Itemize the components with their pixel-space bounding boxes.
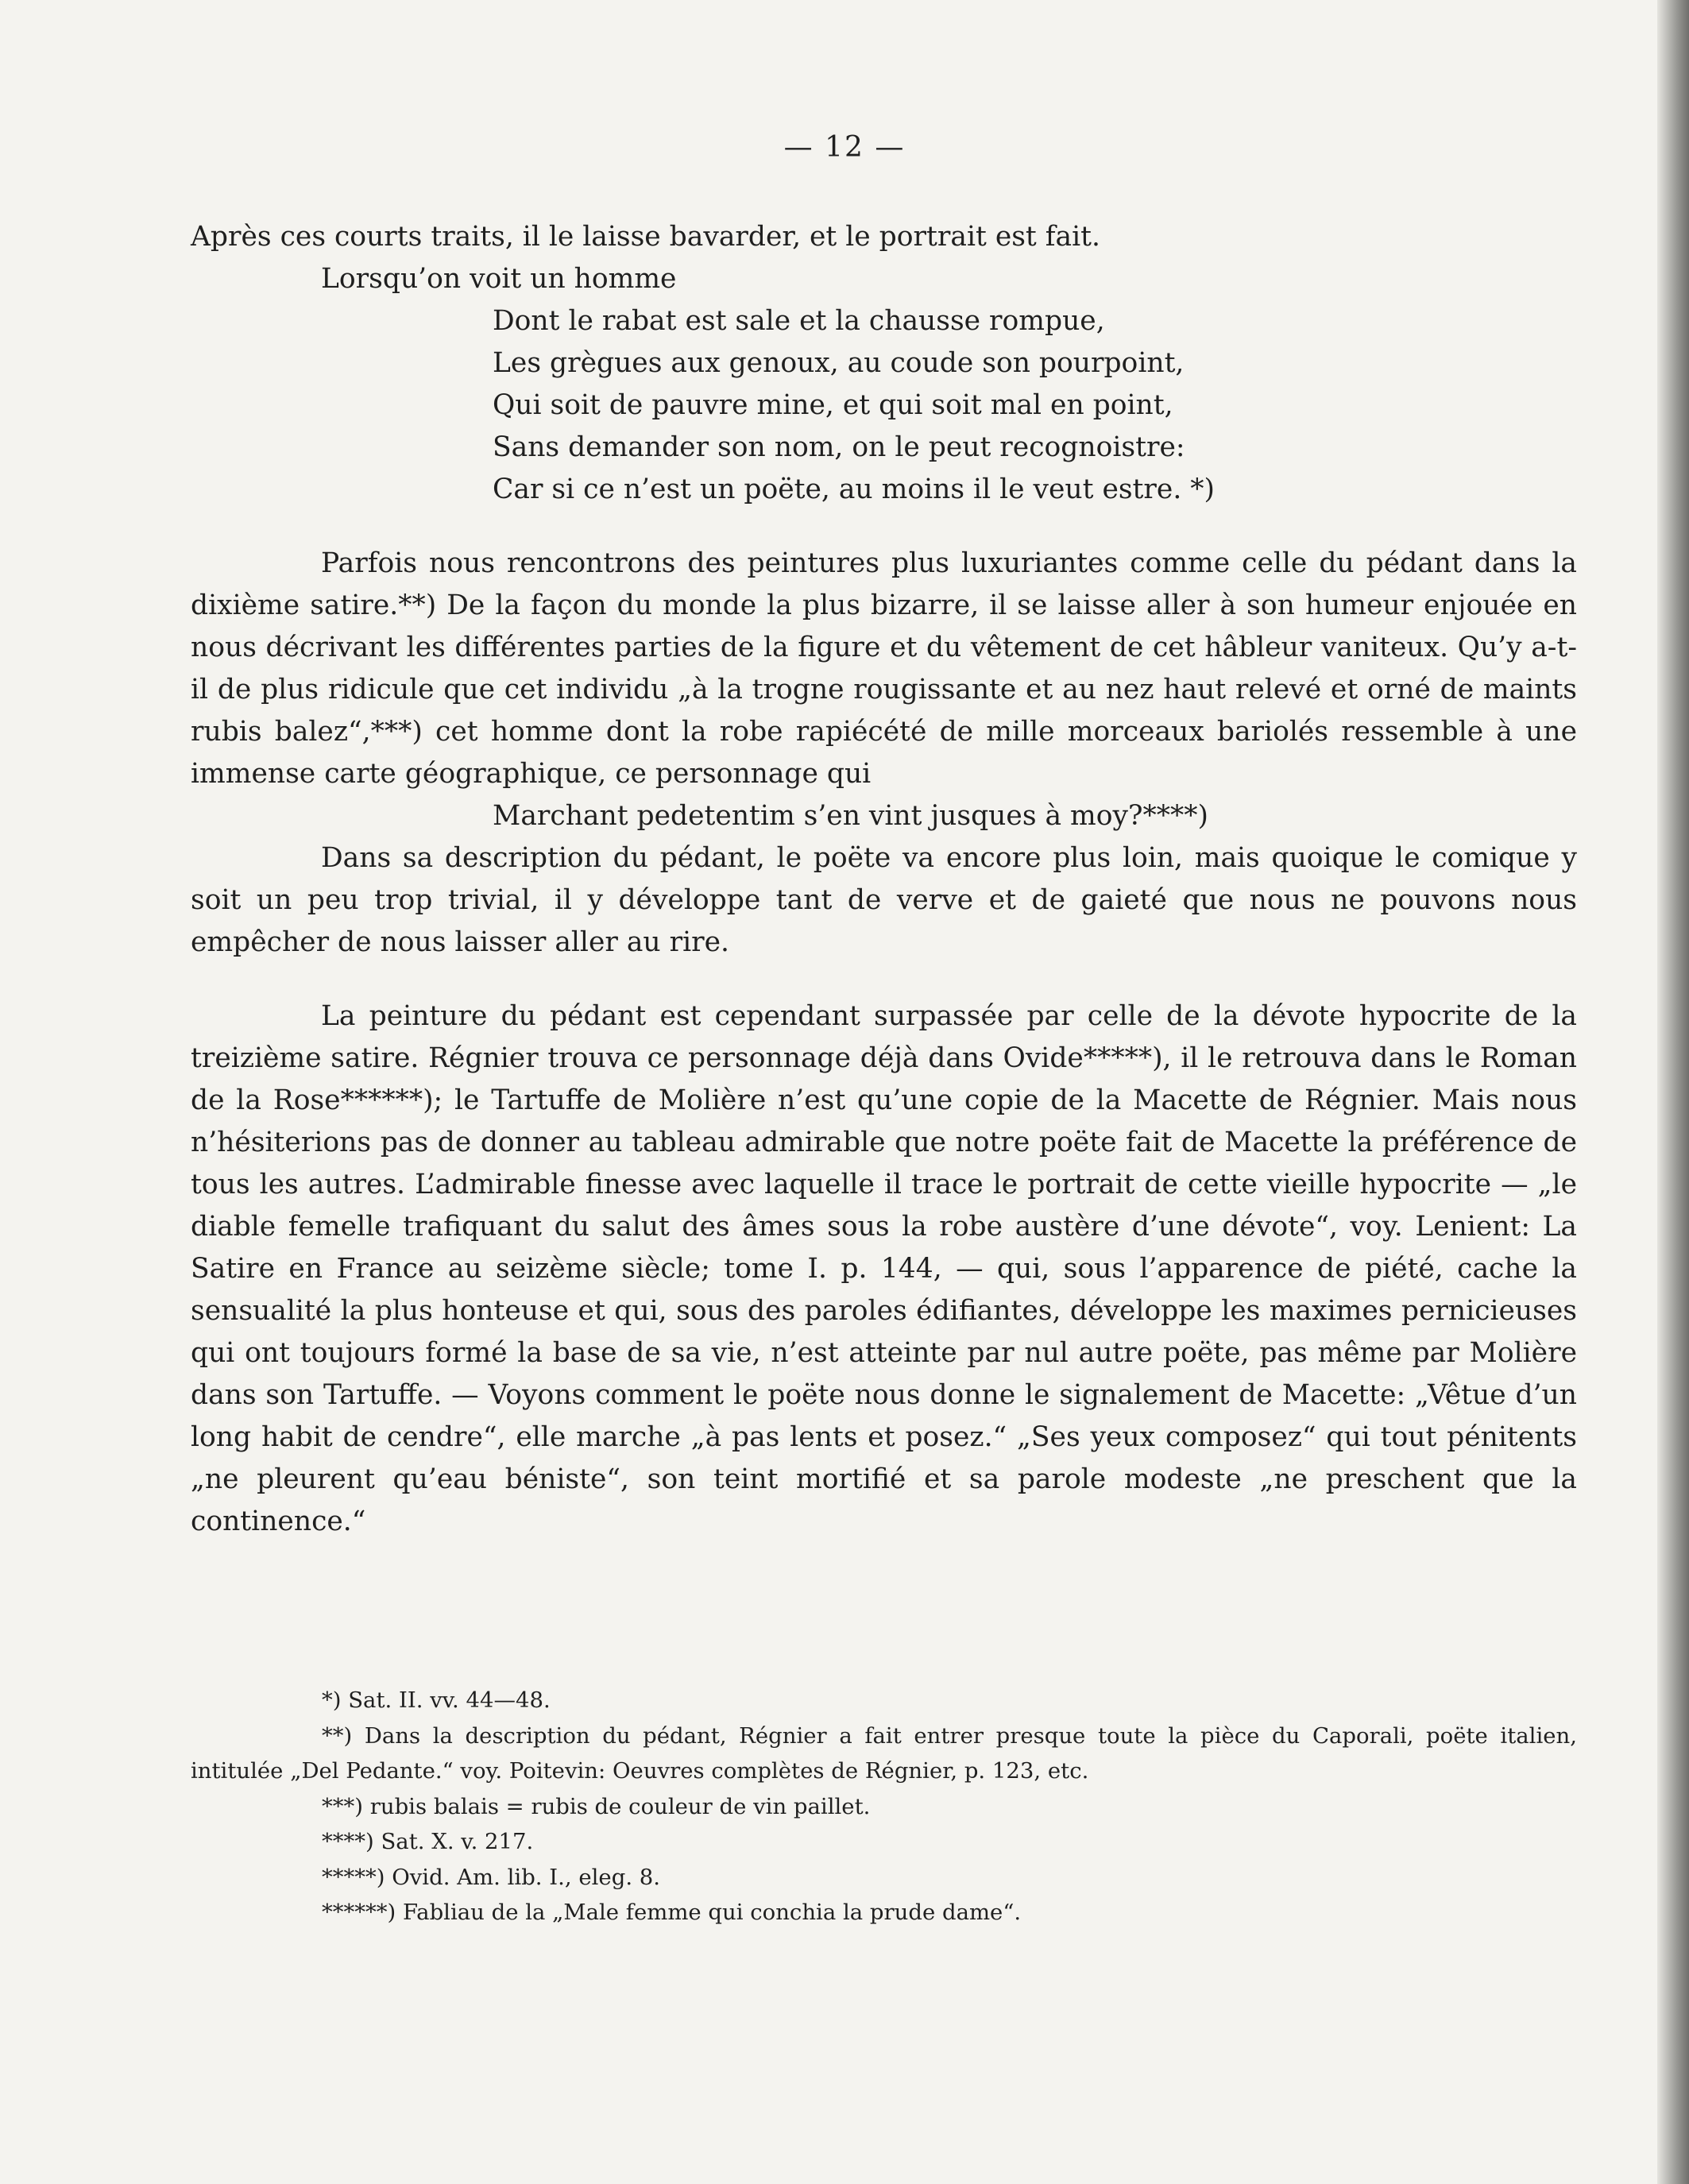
verse-quotation [191,258,1577,511]
footnote-1: *) Sat. II. vv. 44—48. [322,1687,551,1713]
footnote-5: *****) Ovid. Am. lib. I., eleg. 8. [322,1864,661,1890]
footnote-3: ***) rubis balais = rubis de couleur de vin paillet. [322,1793,871,1819]
page-edge-shadow [1657,0,1689,2184]
verse-line-5: Sans demander son nom, on le peut recognoistre: [493,431,1185,463]
verse-line-3: Les grègues aux genoux, au coude son pourpoint, [493,347,1185,379]
paragraph-4: La peinture du pédant est cependant surpassée par celle de la dévote hypocrite de la treizième satire. Régnier trouva ce personnage déjà dans Ovide*****), il le retrouva dans le Roman de la Rose******); le Tartuffe de Molière n’est qu’une copie de la Macette de Régnier. Mais nous n’hésiterions pas de donner au tableau admirable que notre poëte fait de Macette la préférence de tous les autres. L’admirable finesse avec laquelle il trace le portrait de cette vieille hypocrite — „le diable femelle trafiquant du salut des âmes sous la robe austère d’une dévote“, voy. Lenient: La Satire en France au seizème siècle; tome I. p. 144, — qui, sous l’apparence de piété, cache la sensualité la plus honteuse et qui, sous des paroles édifiantes, développe les maximes pernicieuses qui ont toujours formé la base de sa vie, n’est atteinte par nul autre poëte, pas même par Molière dans son Tartuffe. — Voyons comment le poëte nous donne le signalement de Macette: „Vêtue d’un long habit de cendre“, elle marche „à pas lents et posez.“ „Ses yeux composez“ qui tout pénitents „ne pleurent qu’eau béniste“, son teint mortifié et sa parole modeste „ne preschent que la continence.“ [191,1000,1577,1537]
verse-line-1: Lorsqu’on voit un homme [321,263,677,295]
paragraph-3: Dans sa description du pédant, le poëte va encore plus loin, mais quoique le comique y soit un peu trop trivial, il y développe tant de verve et de gaieté que nous ne pouvons nous empêcher de nous laisser aller au rire. [191,842,1577,958]
paragraph-2: Parfois nous rencontrons des peintures plus luxuriantes comme celle du pédant dans la dixième satire.**) De la façon du monde la plus bizarre, il se laisse aller à son humeur enjouée en nous décrivant les différentes parties de la figure et du vêtement de cet hâbleur vaniteux. Qu’y a-t-il de plus ridicule que cet individu „à la trogne rougissante et au nez haut relevé et orné de maints rubis balez“,***) cet homme dont la robe rapiécété de mille morceaux bariolés ressemble à une immense carte géographique, ce personnage qui [191,547,1577,790]
footnotes [191,1683,1577,1931]
footnote-4: ****) Sat. X. v. 217. [322,1829,534,1854]
footnote-6: ******) Fabliau de la „Male femme qui conchia la prude dame“. [322,1900,1022,1925]
page-number: — 12 — [783,131,906,164]
verse-line-6: Car si ce n’est un poëte, au moins il le veut estre. *) [493,474,1215,505]
paragraph-1: Après ces courts traits, il le laisse bavarder, et le portrait est fait. [191,221,1100,253]
footnote-2: **) Dans la description du pédant, Régnier a fait entrer presque toute la pièce du Caporali, poëte italien, intitulée „Del Pedante.“ voy. Poitevin: Oeuvres complètes de Régnier, p. 123, etc. [191,1722,1577,1784]
main-text [191,216,1577,1543]
verse-quote-marchant: Marchant pedetentim s’en vint jusques à moy?****) [493,800,1208,832]
verse-line-2: Dont le rabat est sale et la chausse rompue, [493,305,1105,337]
verse-line-4: Qui soit de pauvre mine, et qui soit mal en point, [493,389,1173,421]
